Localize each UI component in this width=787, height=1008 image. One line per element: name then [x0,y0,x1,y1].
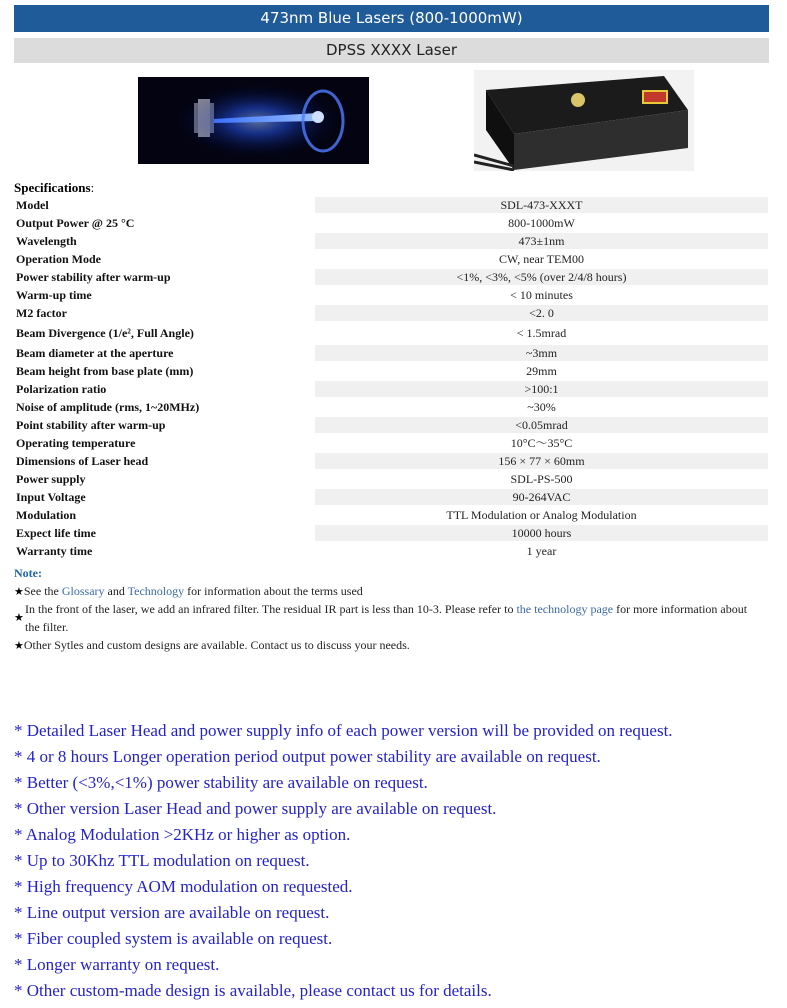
spec-label: Warranty time [16,544,93,558]
technology-link[interactable]: Technology [127,584,185,598]
star-icon: ★ [14,586,24,598]
spec-value: < 1.5mrad [516,326,567,340]
spec-row [15,269,768,285]
note-text: for more information about [613,602,748,616]
note-item-custom-designs [14,636,410,655]
star-icon: ★ [14,640,24,652]
product-subtitle: DPSS XXXX Laser [14,38,769,63]
spec-label: M2 factor [16,306,67,320]
spec-label: Output Power @ 25 °C [16,216,135,230]
spec-row [15,471,768,487]
spec-label: Model [16,198,49,212]
note-text: See the [23,584,62,598]
spec-row [15,543,768,559]
spec-label: Wavelength [16,234,77,248]
note-item-glossary [14,582,363,601]
spec-row [15,507,768,523]
spec-value: 90-264VAC [315,489,768,505]
option-item: * Other custom-made design is available, please contact us for details. [14,981,492,1000]
option-item: * High frequency AOM modulation on requested. [14,877,353,896]
spec-row [15,453,768,469]
spec-value: ~30% [527,400,556,414]
spec-row [15,417,768,433]
note-text: and [104,584,128,598]
specifications-label: Specifications [14,180,91,195]
spec-row [15,345,768,361]
note-text: for information about the terms used [184,584,363,598]
option-item: * Line output version are available on request. [14,903,330,922]
spec-value: 473±1nm [315,233,768,249]
spec-label: Noise of amplitude (rms, 1~20MHz) [16,400,200,414]
spec-value: TTL Modulation or Analog Modulation [446,508,637,522]
spec-label: Dimensions of Laser head [16,454,149,468]
glossary-link[interactable]: Glossary [61,584,105,598]
spec-row [15,489,768,505]
spec-label: Polarization ratio [16,382,107,396]
spec-row [15,215,768,231]
spec-value: CW, near TEM00 [499,252,584,266]
spec-row [15,435,768,451]
spec-label: Input Voltage [16,490,86,504]
specifications-colon: : [90,180,95,195]
note-title: Note: [14,566,42,580]
spec-row [15,399,768,415]
option-item: * Better (<3%,<1%) power stability are available on request. [14,773,428,792]
specifications-table [13,195,770,561]
spec-label: Warm-up time [16,288,92,302]
note-text: Other Sytles and custom designs are available. Contact us to discuss your needs. [23,638,410,652]
spec-row [15,363,768,379]
spec-label: Beam Divergence (1/e², Full Angle) [16,326,194,340]
spec-value: 29mm [526,364,557,378]
page-title: 473nm Blue Lasers (800-1000mW) [14,5,769,32]
spec-row [15,287,768,303]
spec-value: < 10 minutes [510,288,573,302]
spec-row [15,525,768,541]
spec-label: Operation Mode [16,252,101,266]
specifications-heading [14,180,94,196]
spec-label: Power supply [16,472,86,486]
option-item: * Longer warranty on request. [14,955,220,974]
spec-value: <2. 0 [315,305,768,321]
note-item-infrared-filter [14,600,764,636]
spec-value: SDL-473-XXXT [315,197,768,213]
spec-label: Beam height from base plate (mm) [16,364,194,378]
additional-options-list [14,718,774,1004]
spec-value: 10000 hours [315,525,768,541]
spec-row [15,251,768,267]
spec-row [15,323,768,343]
spec-label: Point stability after warm-up [16,418,166,432]
spec-value: 10°C～35°C [510,436,573,450]
spec-value: SDL-PS-500 [510,472,573,486]
note-text: the filter. [25,620,69,634]
spec-label: Operating temperature [16,436,136,450]
option-item: * Up to 30Khz TTL modulation on request. [14,851,310,870]
spec-row [15,233,768,249]
spec-label: Beam diameter at the aperture [16,346,174,360]
spec-value: <0.05mrad [315,417,768,433]
option-item: * Other version Laser Head and power supply are available on request. [14,799,497,818]
spec-label: Modulation [16,508,77,522]
option-item: * 4 or 8 hours Longer operation period output power stability are available on request. [14,747,601,766]
spec-value: ~3mm [315,345,768,361]
option-item: * Detailed Laser Head and power supply info of each power version will be provided on request. [14,721,673,740]
option-item: * Fiber coupled system is available on request. [14,929,333,948]
laser-beam-photo [138,77,369,164]
spec-label: Power stability after warm-up [16,270,171,284]
laser-head-photo [474,70,694,171]
spec-value: 800-1000mW [508,216,575,230]
note-text: In the front of the laser, we add an infrared filter. The residual IR part is less than 10-3. Please refer to [25,602,517,616]
option-item: * Analog Modulation >2KHz or higher as option. [14,825,351,844]
spec-value: 156 × 77 × 60mm [315,453,768,469]
spec-row [15,197,768,213]
spec-value: 1 year [526,544,557,558]
spec-row [15,381,768,397]
spec-row [15,305,768,321]
star-icon: ★ [14,612,24,624]
technology-page-link[interactable]: the technology page [516,602,614,616]
spec-value: <1%, <3%, <5% (over 2/4/8 hours) [315,269,768,285]
spec-label: Expect life time [16,526,96,540]
spec-value: >100:1 [315,381,768,397]
